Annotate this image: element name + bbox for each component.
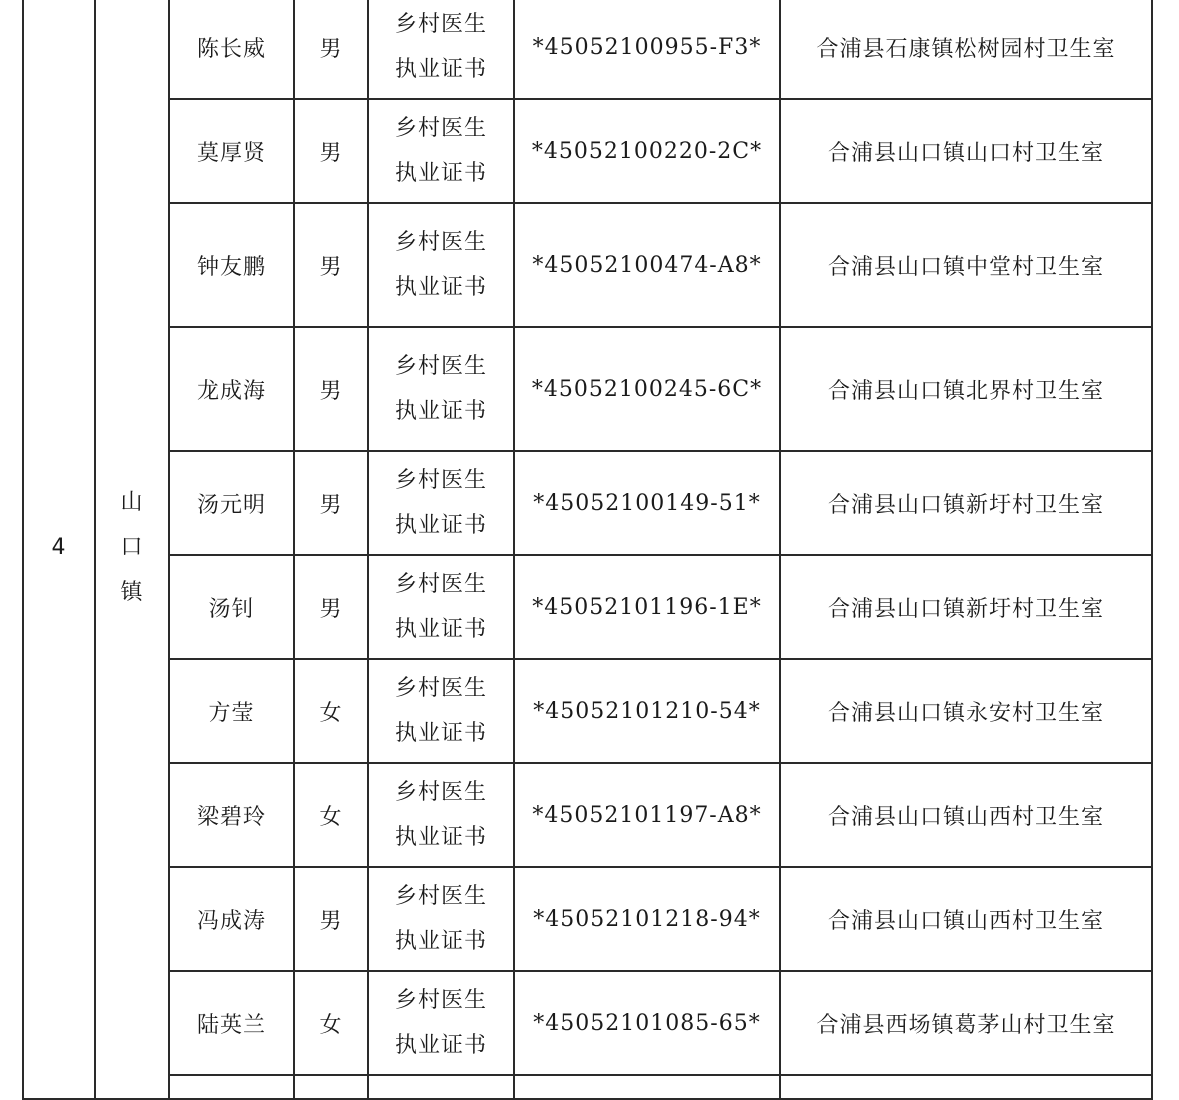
certificate-line: 执业证书 xyxy=(394,57,487,82)
certificate-line: 执业证书 xyxy=(394,399,487,424)
clinic-name: 合浦县西场镇葛茅山村卫生室 xyxy=(780,971,1152,1075)
certificate-line: 乡村医生 xyxy=(394,780,487,805)
doctor-name: 莫厚贤 xyxy=(169,99,294,203)
clinic-name: 合浦县山口镇永安村卫生室 xyxy=(780,659,1152,763)
table-row xyxy=(23,867,1152,971)
certificate-type xyxy=(368,867,514,971)
table-row xyxy=(23,971,1152,1075)
certificate-line: 执业证书 xyxy=(394,513,487,538)
table-row xyxy=(23,327,1152,451)
doctor-gender: 男 xyxy=(294,451,368,555)
certificate-code: *45052101085-65* xyxy=(514,971,780,1075)
certificate-line: 执业证书 xyxy=(394,161,487,186)
doctor-gender: 女 xyxy=(294,971,368,1075)
clinic-name: 合浦县山口镇中堂村卫生室 xyxy=(780,203,1152,327)
empty-cell xyxy=(514,1075,780,1099)
town-char: 口 xyxy=(120,534,144,560)
table-row xyxy=(23,763,1152,867)
certificate-code: *45052101196-1E* xyxy=(514,555,780,659)
certificate-line: 执业证书 xyxy=(394,929,487,954)
doctor-roster-table xyxy=(22,0,1153,1100)
doctor-name: 方莹 xyxy=(169,659,294,763)
clinic-name: 合浦县山口镇新圩村卫生室 xyxy=(780,555,1152,659)
clinic-name: 合浦县山口镇北界村卫生室 xyxy=(780,327,1152,451)
group-number: 4 xyxy=(23,0,95,1099)
table-row xyxy=(23,0,1152,99)
doctor-name: 汤元明 xyxy=(169,451,294,555)
doctor-name: 钟友鹏 xyxy=(169,203,294,327)
table-row xyxy=(23,203,1152,327)
doctor-gender: 女 xyxy=(294,763,368,867)
doctor-gender: 男 xyxy=(294,867,368,971)
doctor-name: 冯成涛 xyxy=(169,867,294,971)
certificate-line: 乡村医生 xyxy=(394,676,487,701)
table-row xyxy=(23,99,1152,203)
certificate-type xyxy=(368,659,514,763)
certificate-type xyxy=(368,555,514,659)
town-char: 镇 xyxy=(120,579,144,605)
certificate-line: 乡村医生 xyxy=(394,116,487,141)
certificate-line: 执业证书 xyxy=(394,825,487,850)
certificate-type xyxy=(368,763,514,867)
clinic-name: 合浦县石康镇松树园村卫生室 xyxy=(780,0,1152,99)
certificate-type xyxy=(368,327,514,451)
certificate-type xyxy=(368,203,514,327)
certificate-line: 乡村医生 xyxy=(394,572,487,597)
empty-cell xyxy=(368,1075,514,1099)
certificate-line: 执业证书 xyxy=(394,617,487,642)
clinic-name: 合浦县山口镇山西村卫生室 xyxy=(780,763,1152,867)
table-row xyxy=(23,659,1152,763)
certificate-code: *45052100220-2C* xyxy=(514,99,780,203)
certificate-line: 乡村医生 xyxy=(394,468,487,493)
doctor-gender: 男 xyxy=(294,555,368,659)
certificate-line: 乡村医生 xyxy=(394,354,487,379)
doctor-name: 梁碧玲 xyxy=(169,763,294,867)
doctor-gender: 男 xyxy=(294,327,368,451)
certificate-code: *45052100474-A8* xyxy=(514,203,780,327)
table-row xyxy=(23,451,1152,555)
certificate-code: *45052100149-51* xyxy=(514,451,780,555)
certificate-line: 乡村医生 xyxy=(394,884,487,909)
doctor-gender: 男 xyxy=(294,0,368,99)
clinic-name: 合浦县山口镇山西村卫生室 xyxy=(780,867,1152,971)
certificate-line: 乡村医生 xyxy=(394,988,487,1013)
certificate-code: *45052100245-6C* xyxy=(514,327,780,451)
certificate-type xyxy=(368,99,514,203)
empty-cell xyxy=(780,1075,1152,1099)
certificate-code: *45052101218-94* xyxy=(514,867,780,971)
doctor-gender: 女 xyxy=(294,659,368,763)
certificate-line: 乡村医生 xyxy=(394,12,487,37)
doctor-name: 陆英兰 xyxy=(169,971,294,1075)
town-char: 山 xyxy=(120,489,144,515)
certificate-line: 执业证书 xyxy=(394,721,487,746)
certificate-code: *45052100955-F3* xyxy=(514,0,780,99)
doctor-name: 汤钊 xyxy=(169,555,294,659)
certificate-line: 乡村医生 xyxy=(394,230,487,255)
town-name xyxy=(95,0,169,1099)
clinic-name: 合浦县山口镇山口村卫生室 xyxy=(780,99,1152,203)
certificate-code: *45052101197-A8* xyxy=(514,763,780,867)
certificate-type xyxy=(368,451,514,555)
empty-cell xyxy=(294,1075,368,1099)
table-row xyxy=(23,555,1152,659)
certificate-line: 执业证书 xyxy=(394,275,487,300)
doctor-gender: 男 xyxy=(294,99,368,203)
certificate-type xyxy=(368,0,514,99)
doctor-name: 龙成海 xyxy=(169,327,294,451)
clinic-name: 合浦县山口镇新圩村卫生室 xyxy=(780,451,1152,555)
doctor-name: 陈长威 xyxy=(169,0,294,99)
certificate-type xyxy=(368,971,514,1075)
table-row xyxy=(23,1075,1152,1099)
certificate-code: *45052101210-54* xyxy=(514,659,780,763)
doctor-gender: 男 xyxy=(294,203,368,327)
empty-cell xyxy=(169,1075,294,1099)
certificate-line: 执业证书 xyxy=(394,1033,487,1058)
